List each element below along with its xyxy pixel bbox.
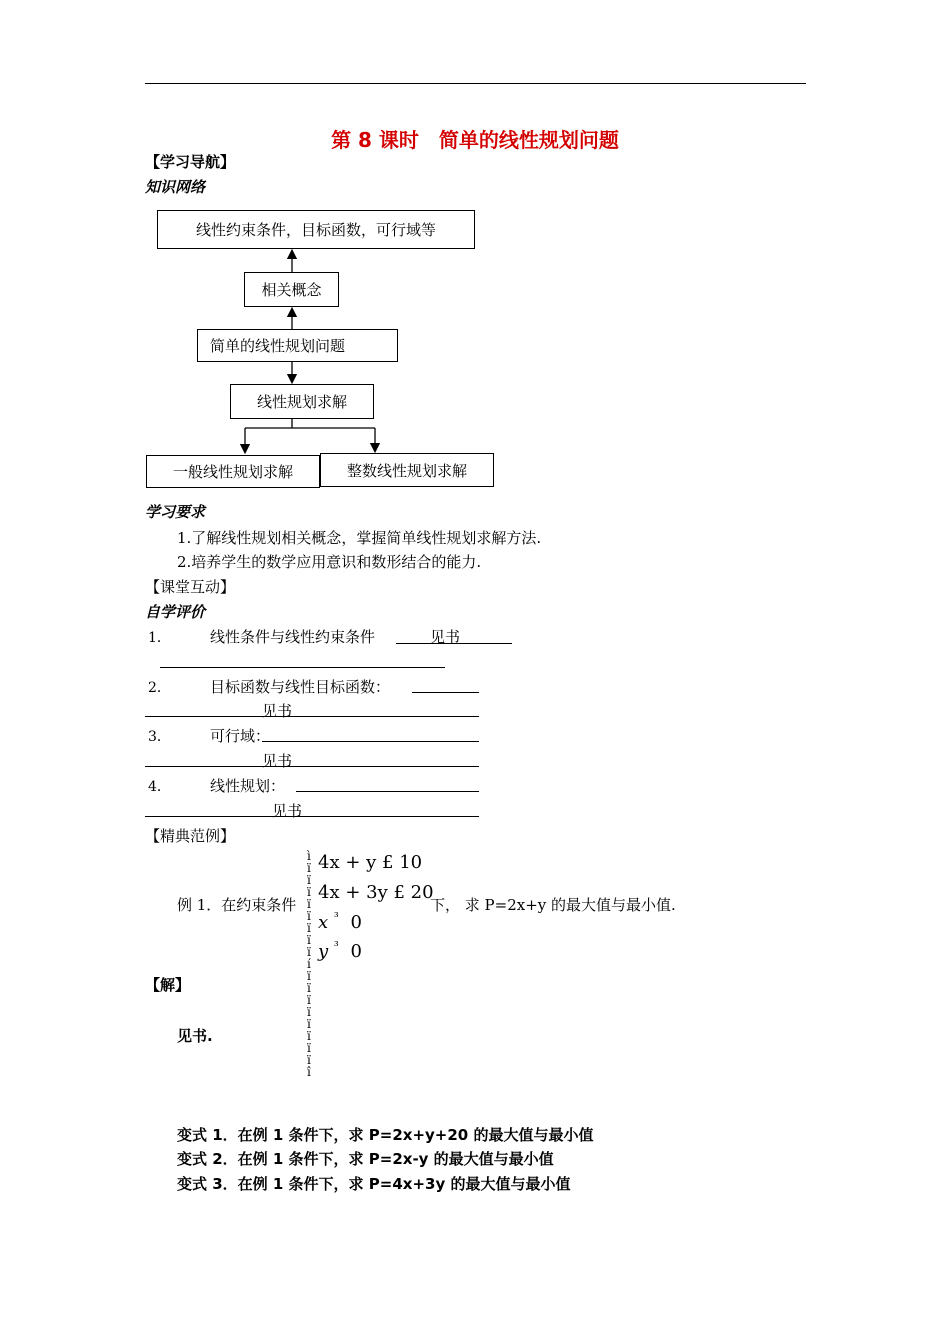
constraint-4-rel: ³ — [333, 939, 339, 953]
solution-text: 见书. — [177, 1027, 213, 1045]
constraint-4-lhs: y — [318, 941, 329, 962]
answer-line-2b — [145, 716, 479, 717]
self-eval-answer-2: 见书 — [262, 702, 293, 720]
answer-line-2 — [412, 692, 479, 693]
constraint-3 — [318, 910, 362, 933]
diagram-box-general: 一般线性规划求解 — [146, 455, 320, 488]
variant-1: 变式 1．在例 1 条件下，求 P=2x+y+20 的最大值与最小值 — [177, 1126, 594, 1144]
self-eval-answer-1: 见书 — [430, 628, 461, 646]
diagram-box-integer: 整数线性规划求解 — [320, 453, 494, 487]
constraint-2-lhs: 4x + 3y — [318, 882, 388, 903]
constraint-2-rel: £ — [393, 882, 405, 903]
constraint-3-rhs: 0 — [350, 912, 362, 933]
answer-line-3 — [262, 741, 479, 742]
constraint-4 — [318, 939, 362, 962]
diagram-arrows — [0, 0, 950, 520]
variant-2: 变式 2．在例 1 条件下，求 P=2x-y 的最大值与最小值 — [177, 1150, 554, 1168]
self-eval-answer-3: 见书 — [262, 752, 293, 770]
constraint-1-rhs: 10 — [399, 852, 423, 873]
constraint-1 — [318, 852, 422, 873]
answer-line-4b — [145, 816, 479, 817]
constraint-3-lhs: x — [318, 912, 329, 933]
requirement-1: 1.了解线性规划相关概念，掌握简单线性规划求解方法. — [177, 529, 542, 547]
section-requirements: 学习要求 — [145, 503, 206, 521]
diagram-box-top: 线性约束条件，目标函数，可行域等 — [157, 210, 475, 249]
section-examples: 【精典范例】 — [145, 827, 236, 845]
self-eval-answer-4: 见书 — [272, 802, 303, 820]
self-eval-text-2: 目标函数与线性目标函数： — [210, 678, 391, 696]
diagram-box-solve: 线性规划求解 — [230, 384, 374, 419]
requirement-2: 2.培养学生的数学应用意识和数形结合的能力. — [177, 553, 482, 571]
answer-line-3b — [145, 766, 479, 767]
page-title: 第 8 课时 简单的线性规划问题 — [331, 128, 619, 152]
answer-line-4 — [296, 791, 479, 792]
self-eval-text-4: 线性规划： — [210, 777, 286, 795]
self-eval-num-3: 3． — [148, 729, 171, 745]
answer-line-1b — [160, 667, 445, 668]
constraint-2 — [318, 882, 434, 903]
section-classroom: 【课堂互动】 — [145, 578, 236, 596]
self-eval-num-4: 4． — [148, 779, 171, 795]
section-solution: 【解】 — [145, 976, 191, 994]
section-self-eval: 自学评价 — [145, 603, 206, 621]
section-knowledge-network: 知识网络 — [145, 178, 206, 196]
example1-prefix: 例 1．在约束条件 — [177, 896, 297, 914]
diagram-box-concept: 相关概念 — [244, 272, 339, 307]
example1-suffix: 下， 求 P=2x+y 的最大值与最小值. — [430, 896, 676, 914]
constraint-bracket: ì ï ï ï ï ï ï ï ï í ï ï ï ï ï ï ï ï î — [307, 849, 311, 1079]
variant-3: 变式 3．在例 1 条件下，求 P=4x+3y 的最大值与最小值 — [177, 1175, 571, 1193]
self-eval-num-2: 2． — [148, 680, 171, 696]
section-nav: 【学习导航】 — [145, 153, 236, 171]
constraint-2-rhs: 20 — [410, 882, 434, 903]
self-eval-text-3: 可行域： — [210, 727, 271, 745]
self-eval-text-1: 线性条件与线性约束条件 — [210, 628, 376, 646]
constraint-3-rel: ³ — [333, 910, 339, 924]
constraint-1-rel: £ — [382, 852, 394, 873]
constraint-4-rhs: 0 — [350, 941, 362, 962]
self-eval-num-1: 1． — [148, 630, 171, 646]
diagram-box-main: 简单的线性规划问题 — [197, 329, 398, 362]
constraint-1-lhs: 4x + y — [318, 852, 377, 873]
